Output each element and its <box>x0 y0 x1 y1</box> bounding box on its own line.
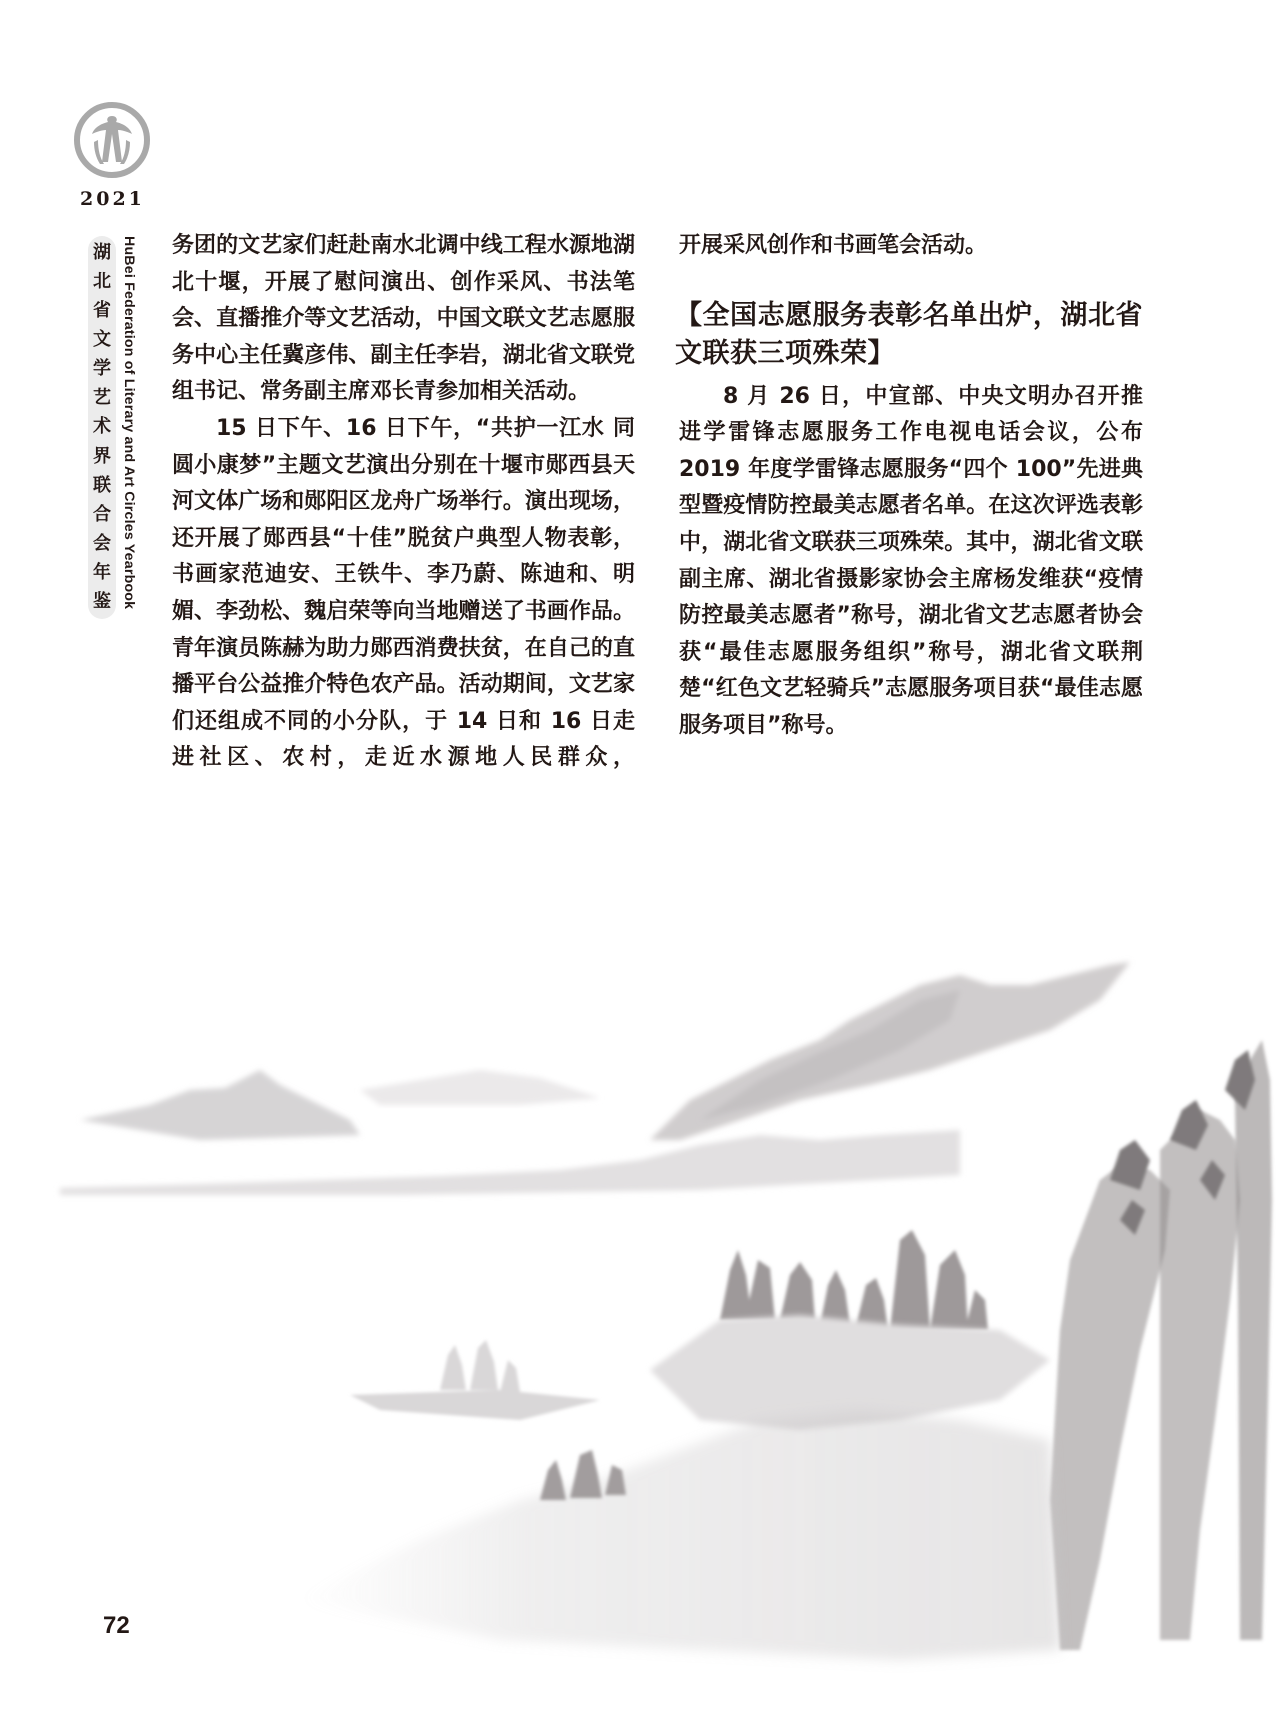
yearbook-year: 2021 <box>80 188 145 210</box>
side-title-chinese <box>88 236 116 619</box>
side-title-char: 界 <box>93 445 111 467</box>
side-title-char: 年 <box>93 561 111 583</box>
hubei-federation-emblem-icon <box>72 100 152 180</box>
right-text-column <box>675 228 1143 745</box>
side-title-english-text: HuBei Federation of Literary and Art Circles Yearbook <box>121 236 137 610</box>
side-title-char: 省 <box>93 300 111 322</box>
side-title-char: 会 <box>93 532 111 554</box>
side-title-char: 艺 <box>93 387 111 409</box>
side-title-char: 文 <box>93 329 111 351</box>
section-heading: 【全国志愿服务表彰名单出炉，湖北省文联获三项殊荣】 <box>675 299 1143 369</box>
side-title-char: 联 <box>93 474 111 496</box>
body-paragraph: 8 月 26 日，中宣部、中央文明办召开推进学雷锋志愿服务工作电视电话会议，公布 2019 年度学雷锋志愿服务“四个 100”先进典型暨疫情防控最美志愿者名单。在这次评选表彰中，湖北省文联获三项殊荣。其中，湖北省文联副主席、湖北省摄影家协会主席杨发维获“疫情防控最美志愿者”称号，湖北省文艺志愿者协会获“最佳志愿服务组织”称号，湖北省文联荆楚“红色文艺轻骑兵”志愿服务项目获“最佳志愿服务项目”称号。 <box>679 383 1143 738</box>
side-title-char: 鉴 <box>93 590 111 612</box>
body-paragraph: 务团的文艺家们赶赴南水北调中线工程水源地湖北十堰，开展了慰问演出、创作采风、书法笔会、直播推介等文艺活动，中国文联文艺志愿服务中心主任冀彦伟、副主任李岩，湖北省文联党组书记、常务副主席邓长青参加相关活动。 <box>172 233 635 405</box>
left-text-column <box>172 228 635 777</box>
side-title-char: 湖 <box>93 242 111 263</box>
body-paragraph-continuation: 开展采风创作和书画笔会活动。 <box>679 233 988 258</box>
body-paragraph: 15 日下午、16 日下午，“共护一江水 同圆小康梦”主题文艺演出分别在十堰市郧西县天河文体广场和郧阳区龙舟广场举行。演出现场，还开展了郧西县“十佳”脱贫户典型人物表彰，书画家范迪安、王铁牛、李乃蔚、陈迪和、明媚、李劲松、魏启荣等向当地赠送了书画作品。青年演员陈赫为助力郧西消费扶贫，在自己的直播平台公益推介特色农产品。活动期间，文艺家们还组成不同的小分队，于 14 日和 16 日走进社区、农村，走近水源地人民群众， <box>172 415 635 771</box>
side-title-char: 学 <box>93 358 111 380</box>
side-title-char: 北 <box>93 271 111 293</box>
side-title-char: 术 <box>93 416 111 438</box>
side-title-english <box>121 236 141 621</box>
page-number: 72 <box>103 1612 130 1639</box>
side-title-char: 合 <box>93 503 111 525</box>
